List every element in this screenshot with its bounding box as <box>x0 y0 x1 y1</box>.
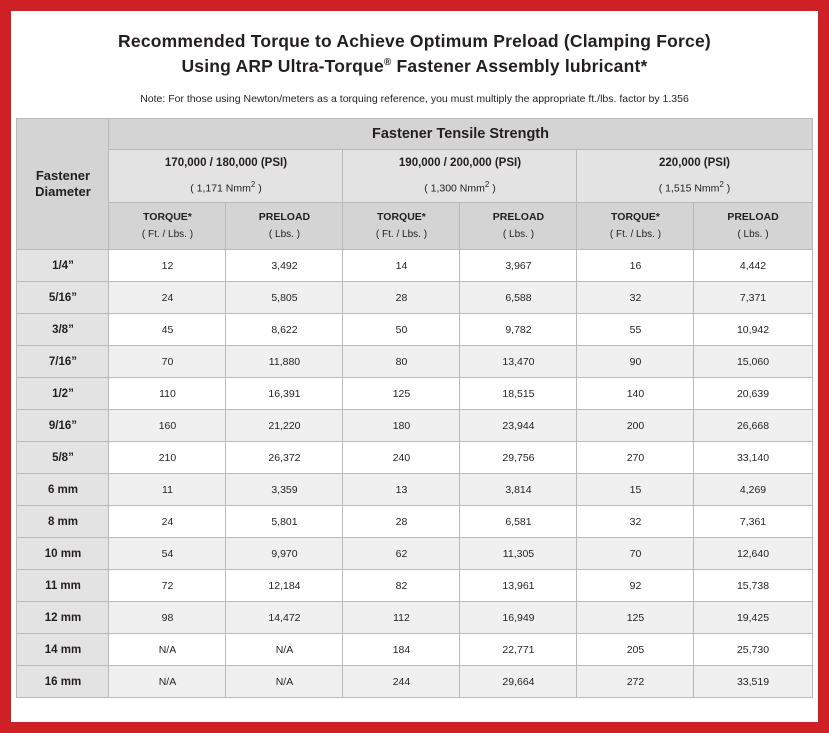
page-title <box>31 29 798 80</box>
row-value: 3,814 <box>460 474 577 506</box>
row-diameter: 16 mm <box>17 666 109 698</box>
row-value: 3,492 <box>226 250 343 282</box>
row-value: 62 <box>343 538 460 570</box>
table-row <box>17 282 812 314</box>
row-value: 7,371 <box>694 282 812 314</box>
row-value: 184 <box>343 634 460 666</box>
row-value: 24 <box>109 506 226 538</box>
row-value: 272 <box>577 666 694 698</box>
strength-group-1-psi: 170,000 / 180,000 (PSI) <box>164 157 288 170</box>
row-value: 11,305 <box>460 538 577 570</box>
strength-group-3-psi: 220,000 (PSI) <box>659 157 730 170</box>
row-value: 92 <box>577 570 694 602</box>
row-value: 19,425 <box>694 602 812 634</box>
table-row <box>17 250 812 282</box>
row-value: 4,269 <box>694 474 812 506</box>
row-value: 32 <box>577 282 694 314</box>
strength-group-2-nmm: ( 1,300 Nmm$^2$ ) <box>424 180 496 195</box>
row-value: 26,668 <box>694 410 812 442</box>
row-value: 11 <box>109 474 226 506</box>
table-row <box>17 346 812 378</box>
row-value: 3,359 <box>226 474 343 506</box>
row-value: 110 <box>109 378 226 410</box>
strength-group-2-psi: 190,000 / 200,000 (PSI) <box>398 157 522 170</box>
strength-group-3 <box>577 150 812 203</box>
row-value: 24 <box>109 282 226 314</box>
row-value: 50 <box>343 314 460 346</box>
row-value: 4,442 <box>694 250 812 282</box>
row-value: 13 <box>343 474 460 506</box>
row-value: 244 <box>343 666 460 698</box>
row-value: 70 <box>577 538 694 570</box>
row-value: 90 <box>577 346 694 378</box>
row-value: 98 <box>109 602 226 634</box>
row-value: 33,140 <box>694 442 812 474</box>
row-value: 15,060 <box>694 346 812 378</box>
row-diameter: 10 mm <box>17 538 109 570</box>
row-value: 22,771 <box>460 634 577 666</box>
row-value: 125 <box>577 602 694 634</box>
row-value: 82 <box>343 570 460 602</box>
strength-group-3-nmm: ( 1,515 Nmm$^2$ ) <box>658 180 731 195</box>
subheader-torque-1: TORQUE* ( Ft. / Lbs. ) <box>109 203 226 250</box>
document-page <box>11 11 818 722</box>
row-value: 5,801 <box>226 506 343 538</box>
table-row <box>17 506 812 538</box>
row-value: 13,961 <box>460 570 577 602</box>
subheader-preload-1: PRELOAD ( Lbs. ) <box>226 203 343 250</box>
row-diameter: 8 mm <box>17 506 109 538</box>
diameter-header-line-1: Fastener <box>35 167 91 183</box>
row-value: 72 <box>109 570 226 602</box>
subheader-torque-3: TORQUE* ( Ft. / Lbs. ) <box>577 203 694 250</box>
row-value: 29,664 <box>460 666 577 698</box>
title-line-2-pre: Using ARP Ultra-Torque <box>181 56 384 77</box>
tensile-strength-header: Fastener Tensile Strength <box>109 119 812 150</box>
row-value: 23,944 <box>460 410 577 442</box>
table-row <box>17 602 812 634</box>
row-value: 205 <box>577 634 694 666</box>
fastener-diameter-header <box>17 119 109 250</box>
table-row <box>17 442 812 474</box>
row-diameter: 1/2” <box>17 378 109 410</box>
table-row <box>17 410 812 442</box>
row-value: 15,738 <box>694 570 812 602</box>
row-value: 20,639 <box>694 378 812 410</box>
row-value: 70 <box>109 346 226 378</box>
table-row <box>17 634 812 666</box>
row-value: 12 <box>109 250 226 282</box>
row-value: 200 <box>577 410 694 442</box>
row-value: 29,756 <box>460 442 577 474</box>
row-value: N/A <box>226 666 343 698</box>
row-value: 6,581 <box>460 506 577 538</box>
row-value: 5,805 <box>226 282 343 314</box>
row-value: 11,880 <box>226 346 343 378</box>
row-value: N/A <box>109 666 226 698</box>
title-line-1: Recommended Torque to Achieve Optimum Preload (Clamping Force) <box>118 31 711 51</box>
subheader-torque-2: TORQUE* ( Ft. / Lbs. ) <box>343 203 460 250</box>
table-header-row-subheaders <box>17 203 812 250</box>
row-diameter: 5/16” <box>17 282 109 314</box>
row-diameter: 7/16” <box>17 346 109 378</box>
strength-group-2 <box>343 150 577 203</box>
row-value: 112 <box>343 602 460 634</box>
row-value: 14,472 <box>226 602 343 634</box>
row-value: 26,372 <box>226 442 343 474</box>
diameter-header-line-2: Diameter <box>35 184 91 200</box>
title-line-2 <box>31 54 798 79</box>
row-value: 16,949 <box>460 602 577 634</box>
table-row <box>17 538 812 570</box>
row-diameter: 12 mm <box>17 602 109 634</box>
row-value: 18,515 <box>460 378 577 410</box>
table-header-row-strength-groups <box>17 150 812 203</box>
row-value: 33,519 <box>694 666 812 698</box>
table-row <box>17 378 812 410</box>
row-value: 10,942 <box>694 314 812 346</box>
row-value: 3,967 <box>460 250 577 282</box>
conversion-note: Note: For those using Newton/meters as a torquing reference, you must multiply the appropriate ft./lbs. factor by 1.356 <box>140 92 689 105</box>
row-value: 25,730 <box>694 634 812 666</box>
row-value: 80 <box>343 346 460 378</box>
row-value: 270 <box>577 442 694 474</box>
row-diameter: 5/8” <box>17 442 109 474</box>
row-value: 6,588 <box>460 282 577 314</box>
torque-table <box>16 118 812 698</box>
table-header-row-tensile <box>17 119 812 150</box>
row-value: 15 <box>577 474 694 506</box>
row-value: 160 <box>109 410 226 442</box>
row-value: 55 <box>577 314 694 346</box>
table-row <box>17 314 812 346</box>
table-row <box>17 474 812 506</box>
row-value: 45 <box>109 314 226 346</box>
row-diameter: 9/16” <box>17 410 109 442</box>
row-value: 13,470 <box>460 346 577 378</box>
strength-group-1 <box>109 150 343 203</box>
row-diameter: 3/8” <box>17 314 109 346</box>
table-row <box>17 570 812 602</box>
row-value: 210 <box>109 442 226 474</box>
row-value: N/A <box>109 634 226 666</box>
row-value: 9,782 <box>460 314 577 346</box>
row-value: N/A <box>226 634 343 666</box>
row-value: 180 <box>343 410 460 442</box>
document-header <box>11 11 818 114</box>
row-value: 16 <box>577 250 694 282</box>
row-value: 16,391 <box>226 378 343 410</box>
row-value: 9,970 <box>226 538 343 570</box>
row-value: 125 <box>343 378 460 410</box>
row-value: 28 <box>343 282 460 314</box>
row-value: 8,622 <box>226 314 343 346</box>
row-value: 140 <box>577 378 694 410</box>
row-value: 28 <box>343 506 460 538</box>
row-value: 32 <box>577 506 694 538</box>
row-value: 240 <box>343 442 460 474</box>
subheader-preload-3: PRELOAD ( Lbs. ) <box>694 203 812 250</box>
row-value: 12,184 <box>226 570 343 602</box>
row-diameter: 1/4” <box>17 250 109 282</box>
strength-group-1-nmm: ( 1,171 Nmm$^2$ ) <box>190 180 262 195</box>
row-value: 21,220 <box>226 410 343 442</box>
table-row <box>17 666 812 698</box>
row-value: 14 <box>343 250 460 282</box>
row-diameter: 14 mm <box>17 634 109 666</box>
title-line-2-post: Fastener Assembly lubricant* <box>391 56 648 77</box>
row-value: 12,640 <box>694 538 812 570</box>
row-value: 7,361 <box>694 506 812 538</box>
row-diameter: 6 mm <box>17 474 109 506</box>
row-diameter: 11 mm <box>17 570 109 602</box>
row-value: 54 <box>109 538 226 570</box>
registered-trademark-icon: ® <box>383 57 392 69</box>
subheader-preload-2: PRELOAD ( Lbs. ) <box>460 203 577 250</box>
